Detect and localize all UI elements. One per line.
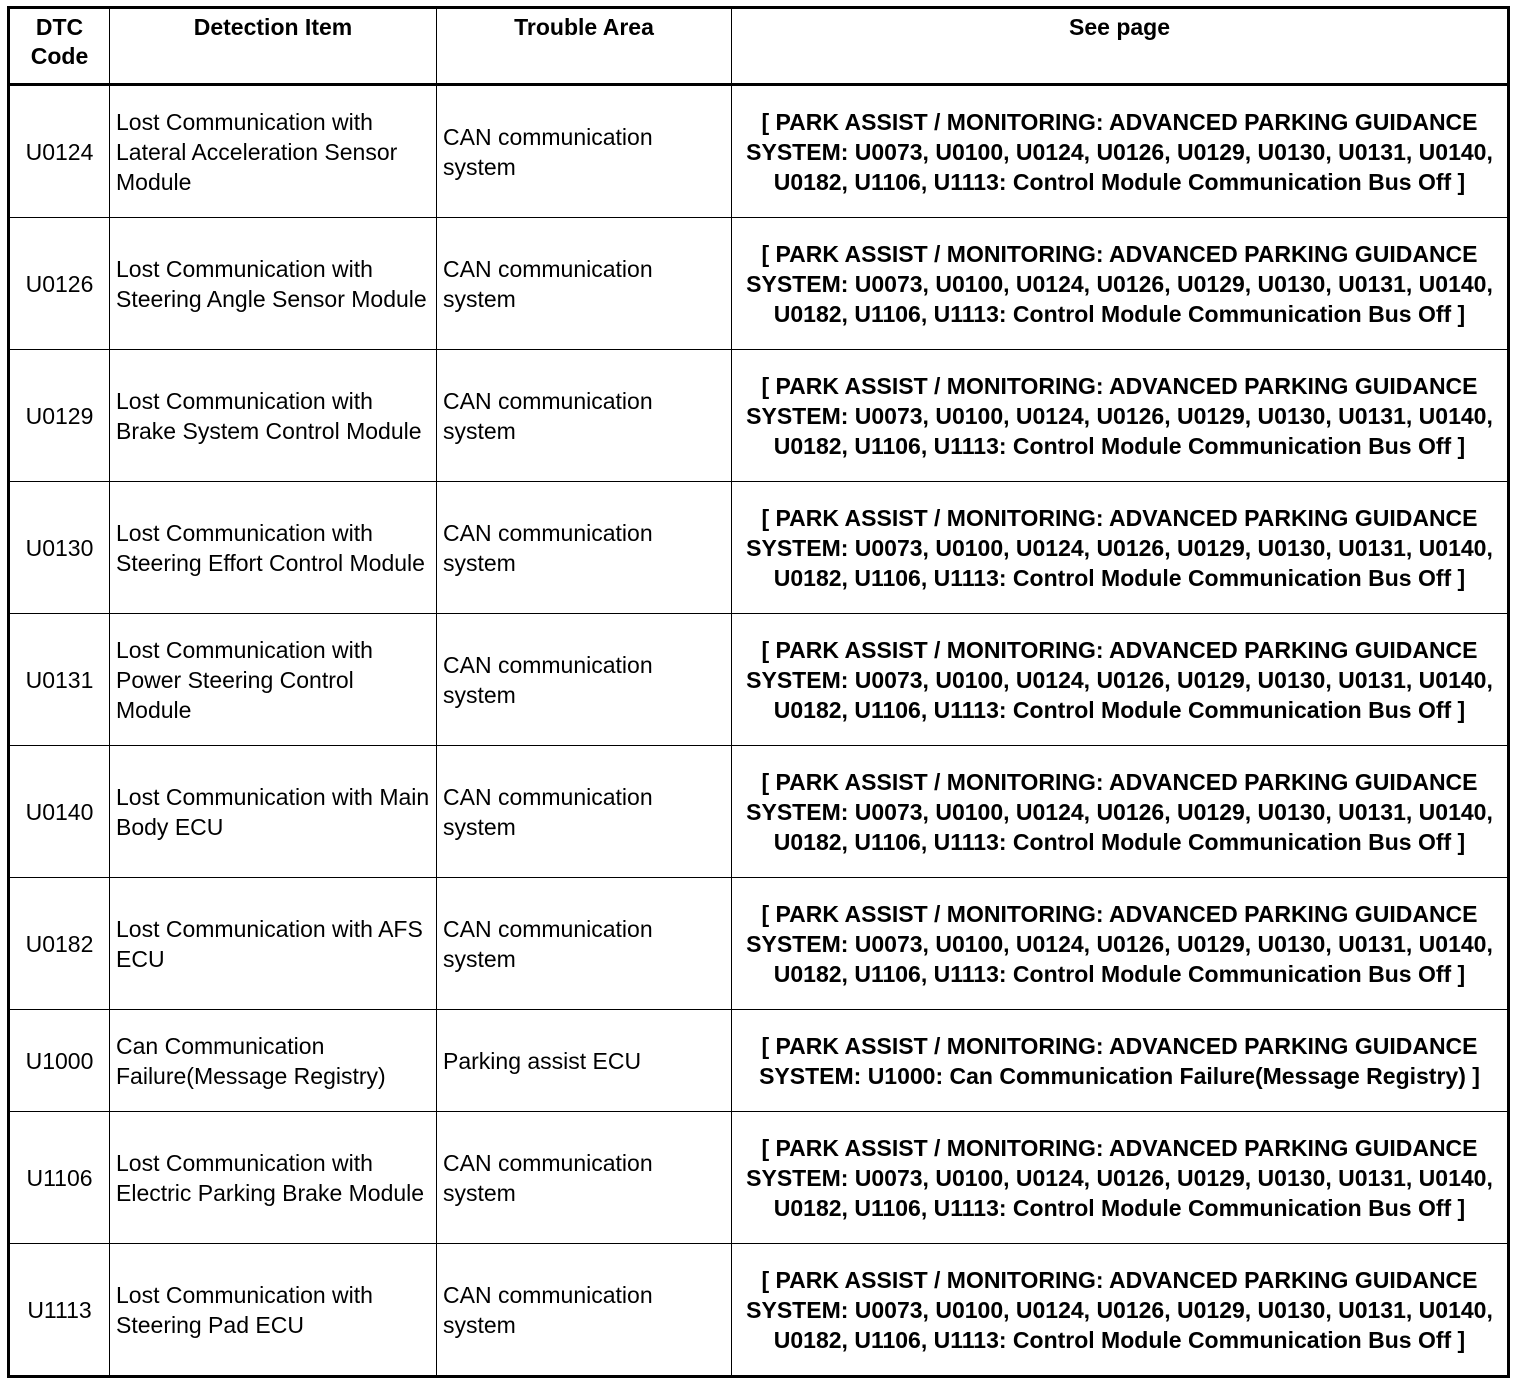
detection-item: Lost Communication with Main Body ECU [110,746,437,878]
trouble-area: CAN communication system [437,746,732,878]
table-row [9,350,1509,482]
table-row [9,1010,1509,1112]
trouble-area: CAN communication system [437,350,732,482]
header-see-page: See page [732,8,1509,85]
table-row [9,482,1509,614]
see-page-link[interactable]: [ PARK ASSIST / MONITORING: ADVANCED PARKING GUIDANCE SYSTEM: U0073, U0100, U0124, U0126, U0129, U0130, U0131, U0140, U0182, U1106, U1113: Control Module Communication Bus Off ] [732,1244,1509,1377]
dtc-code: U0140 [9,746,110,878]
dtc-code: U0131 [9,614,110,746]
table-row [9,1112,1509,1244]
table-row [9,85,1509,218]
detection-item: Lost Communication with Brake System Control Module [110,350,437,482]
dtc-code: U1106 [9,1112,110,1244]
see-page-link[interactable]: [ PARK ASSIST / MONITORING: ADVANCED PARKING GUIDANCE SYSTEM: U0073, U0100, U0124, U0126, U0129, U0130, U0131, U0140, U0182, U1106, U1113: Control Module Communication Bus Off ] [732,614,1509,746]
detection-item: Lost Communication with Steering Pad ECU [110,1244,437,1377]
detection-item: Can Communication Failure(Message Registry) [110,1010,437,1112]
table-row [9,746,1509,878]
see-page-link[interactable]: [ PARK ASSIST / MONITORING: ADVANCED PARKING GUIDANCE SYSTEM: U0073, U0100, U0124, U0126, U0129, U0130, U0131, U0140, U0182, U1106, U1113: Control Module Communication Bus Off ] [732,1112,1509,1244]
dtc-code: U1000 [9,1010,110,1112]
detection-item: Lost Communication with AFS ECU [110,878,437,1010]
dtc-code: U0130 [9,482,110,614]
detection-item: Lost Communication with Lateral Acceleration Sensor Module [110,85,437,218]
table-row [9,878,1509,1010]
dtc-code: U0126 [9,218,110,350]
detection-item: Lost Communication with Steering Angle Sensor Module [110,218,437,350]
detection-item: Lost Communication with Steering Effort Control Module [110,482,437,614]
table-row [9,1244,1509,1377]
header-trouble-area: Trouble Area [437,8,732,85]
see-page-link[interactable]: [ PARK ASSIST / MONITORING: ADVANCED PARKING GUIDANCE SYSTEM: U0073, U0100, U0124, U0126, U0129, U0130, U0131, U0140, U0182, U1106, U1113: Control Module Communication Bus Off ] [732,482,1509,614]
table-row [9,614,1509,746]
trouble-area: CAN communication system [437,1244,732,1377]
header-detection-item: Detection Item [110,8,437,85]
trouble-area: CAN communication system [437,482,732,614]
see-page-link[interactable]: [ PARK ASSIST / MONITORING: ADVANCED PARKING GUIDANCE SYSTEM: U0073, U0100, U0124, U0126, U0129, U0130, U0131, U0140, U0182, U1106, U1113: Control Module Communication Bus Off ] [732,878,1509,1010]
trouble-area: CAN communication system [437,1112,732,1244]
detection-item: Lost Communication with Power Steering Control Module [110,614,437,746]
dtc-code: U0124 [9,85,110,218]
trouble-area: CAN communication system [437,614,732,746]
dtc-code: U1113 [9,1244,110,1377]
see-page-link[interactable]: [ PARK ASSIST / MONITORING: ADVANCED PARKING GUIDANCE SYSTEM: U0073, U0100, U0124, U0126, U0129, U0130, U0131, U0140, U0182, U1106, U1113: Control Module Communication Bus Off ] [732,218,1509,350]
header-row [9,8,1509,85]
trouble-area: CAN communication system [437,85,732,218]
see-page-link[interactable]: [ PARK ASSIST / MONITORING: ADVANCED PARKING GUIDANCE SYSTEM: U0073, U0100, U0124, U0126, U0129, U0130, U0131, U0140, U0182, U1106, U1113: Control Module Communication Bus Off ] [732,350,1509,482]
dtc-code: U0182 [9,878,110,1010]
trouble-area: CAN communication system [437,218,732,350]
header-dtc-code: DTC Code [9,8,110,85]
see-page-link[interactable]: [ PARK ASSIST / MONITORING: ADVANCED PARKING GUIDANCE SYSTEM: U1000: Can Communication Failure(Message Registry) ] [732,1010,1509,1112]
dtc-code: U0129 [9,350,110,482]
see-page-link[interactable]: [ PARK ASSIST / MONITORING: ADVANCED PARKING GUIDANCE SYSTEM: U0073, U0100, U0124, U0126, U0129, U0130, U0131, U0140, U0182, U1106, U1113: Control Module Communication Bus Off ] [732,85,1509,218]
see-page-link[interactable]: [ PARK ASSIST / MONITORING: ADVANCED PARKING GUIDANCE SYSTEM: U0073, U0100, U0124, U0126, U0129, U0130, U0131, U0140, U0182, U1106, U1113: Control Module Communication Bus Off ] [732,746,1509,878]
detection-item: Lost Communication with Electric Parking Brake Module [110,1112,437,1244]
dtc-table [7,6,1510,1378]
trouble-area: CAN communication system [437,878,732,1010]
table-row [9,218,1509,350]
trouble-area: Parking assist ECU [437,1010,732,1112]
